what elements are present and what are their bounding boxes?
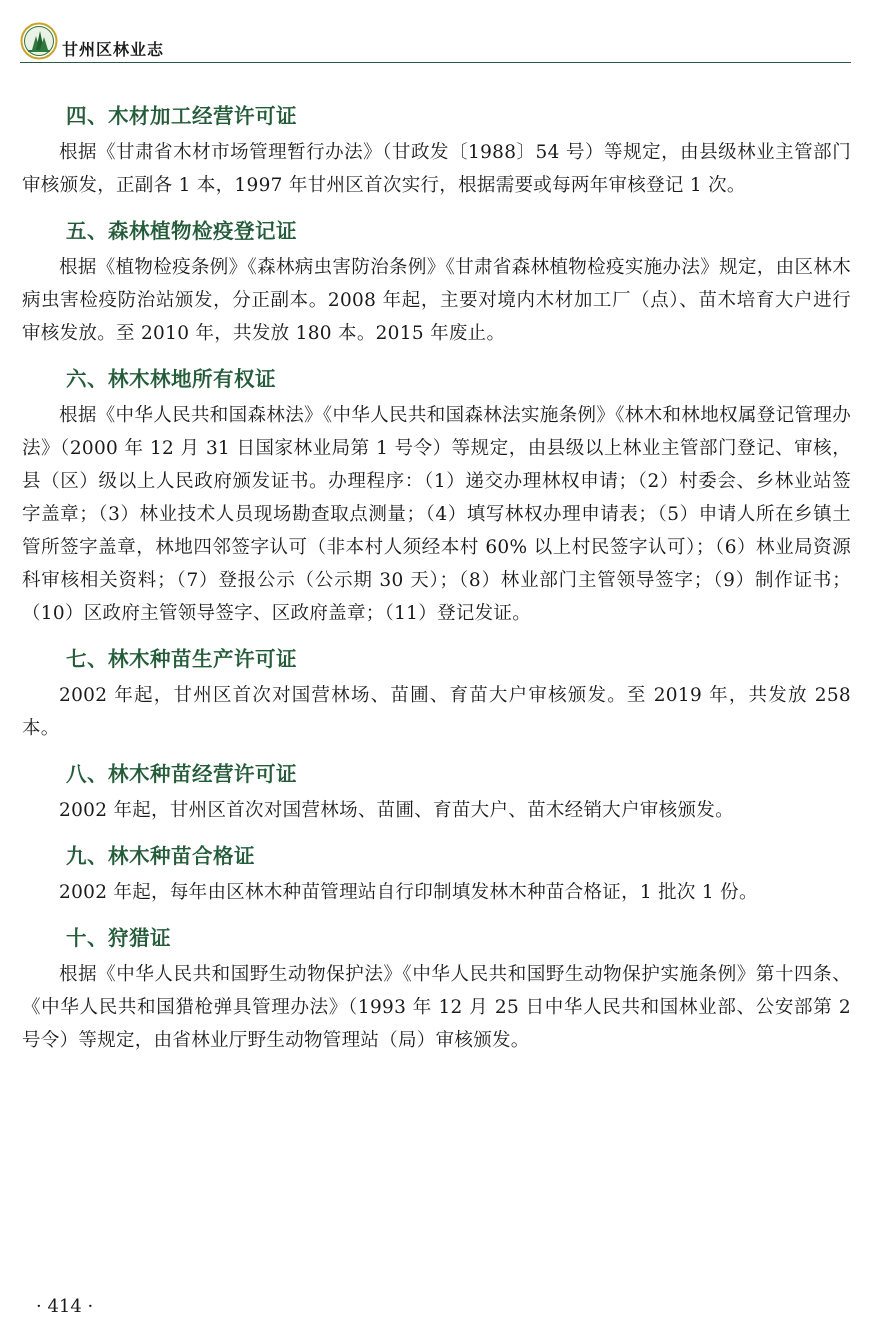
section-heading: 六、林木林地所有权证 — [66, 367, 276, 391]
book-title: 甘州区林业志 — [62, 40, 165, 59]
section-6 — [22, 359, 851, 630]
page-number: · 414 · — [36, 1296, 94, 1317]
section-heading: 九、林木种苗合格证 — [66, 844, 255, 868]
running-header — [20, 20, 851, 63]
section-heading: 七、林木种苗生产许可证 — [66, 647, 297, 671]
section-paragraph: 2002 年起，每年由区林木种苗管理站自行印制填发林木种苗合格证，1 批次 1 份。 — [59, 882, 758, 903]
section-paragraph: 2002 年起，甘州区首次对国营林场、苗圃、育苗大户、苗木经销大户审核颁发。 — [59, 800, 734, 821]
section-paragraph: 根据《植物检疫条例》《森林病虫害防治条例》《甘肃省森林植物检疫实施办法》规定，由区林木病虫害检疫防治站颁发，分正副本。2008 年起，主要对境内木材加工厂（点）、苗木培育大户进行审核发放。至 2010 年，共发放 180 本。2015 年废止。 — [22, 257, 851, 344]
section-10 — [22, 918, 851, 1057]
section-heading: 八、林木种苗经营许可证 — [66, 762, 297, 786]
section-paragraph: 2002 年起，甘州区首次对国营林场、苗圃、育苗大户审核颁发。至 2019 年，共发放 258 本。 — [22, 685, 851, 739]
section-8 — [22, 754, 851, 827]
section-4 — [22, 96, 851, 202]
forest-logo-icon — [20, 22, 58, 60]
section-paragraph: 根据《中华人民共和国野生动物保护法》《中华人民共和国野生动物保护实施条例》第十四条、《中华人民共和国猎枪弹具管理办法》（1993 年 12 月 25 日中华人民共和国林业部、公安部第 2 号令）等规定，由省林业厅野生动物管理站（局）审核颁发。 — [22, 964, 851, 1051]
section-paragraph: 根据《中华人民共和国森林法》《中华人民共和国森林法实施条例》《林木和林地权属登记管理办法》（2000 年 12 月 31 日国家林业局第 1 号令）等规定，由县级以上林业主管部门登记、审核，县（区）级以上人民政府颁发证书。办理程序：（1）递交办理林权申请；（2）村委会、乡林业站签字盖章；（3）林业技术人员现场勘查取点测量；（4）填写林权办理申请表；（5）申请人所在乡镇土管所签字盖章，林地四邻签字认可（非本村人须经本村 60% 以上村民签字认可）；（6）林业局资源科审核相关资料；（7）登报公示（公示期 30 天）；（8）林业部门主管领导签字；（9）制作证书；（10）区政府主管领导签字、区政府盖章；（11）登记发证。 — [22, 405, 851, 624]
section-9 — [22, 836, 851, 909]
page-content — [22, 96, 851, 1066]
section-5 — [22, 211, 851, 350]
section-7 — [22, 639, 851, 745]
section-heading: 五、森林植物检疫登记证 — [66, 219, 297, 243]
section-paragraph: 根据《甘肃省木材市场管理暂行办法》（甘政发〔1988〕54 号）等规定，由县级林业主管部门审核颁发，正副各 1 本，1997 年甘州区首次实行，根据需要或每两年审核登记 1 次。 — [22, 142, 851, 196]
section-heading: 四、木材加工经营许可证 — [66, 104, 297, 128]
section-heading: 十、狩猎证 — [66, 926, 171, 950]
